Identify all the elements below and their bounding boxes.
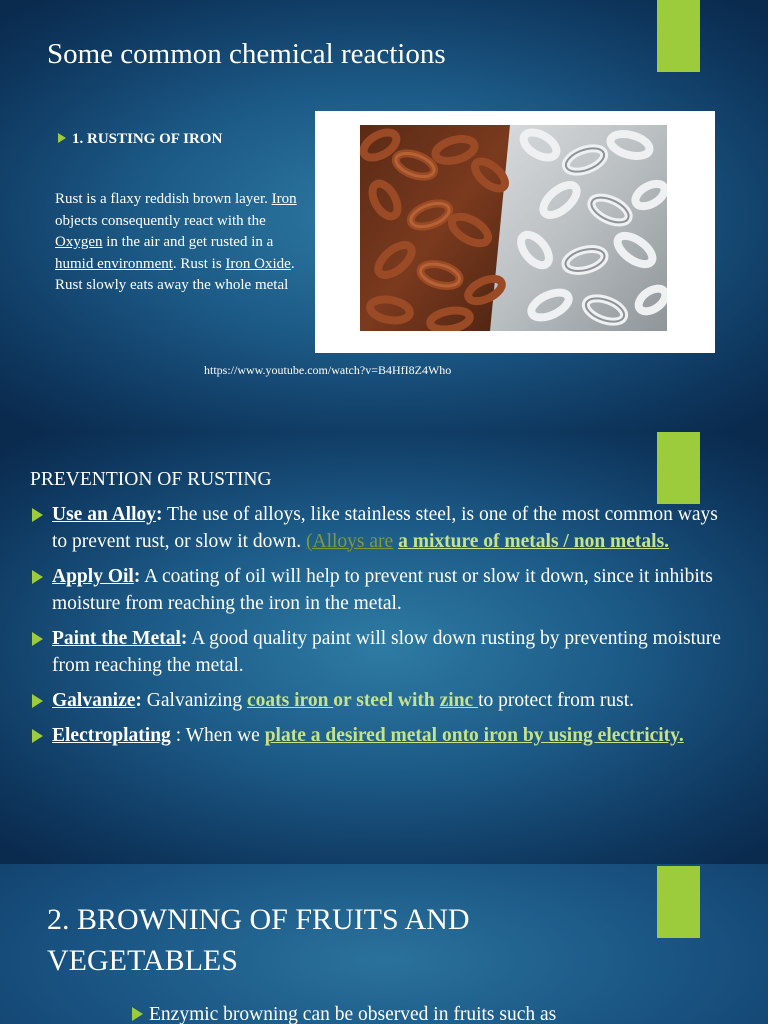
item-colon: :	[135, 690, 142, 711]
list-item-galvanize	[30, 688, 730, 715]
accent-bar	[657, 0, 700, 72]
highlight-text: a mixture of metals / non metals.	[398, 530, 670, 552]
item-text: Enzymic browning can be observed in fruits such as	[149, 1004, 557, 1024]
item-label: Electroplating	[52, 724, 171, 746]
youtube-link[interactable]: https://www.youtube.com/watch?v=B4HfI8Z4Who	[204, 363, 452, 377]
item-colon: :	[133, 566, 141, 587]
item-text: The use of alloys, like stainless steel, is one of the most common ways to prevent rust, or slow it down.	[52, 504, 718, 552]
item-colon: :	[156, 504, 163, 525]
keyword-humid-environment: humid environment	[55, 255, 173, 272]
list-item-oil	[30, 564, 730, 617]
text-segment: objects consequently react with the	[55, 212, 266, 229]
text-segment: . Rust is	[172, 255, 226, 272]
slide-prevention	[0, 432, 768, 864]
slide-title: Some common chemical reactions	[47, 38, 446, 70]
item-label: Paint the Metal	[52, 628, 181, 649]
keyword-iron-oxide: Iron Oxide	[225, 255, 291, 272]
highlight-text: coats iron	[246, 690, 334, 711]
slide-title: PREVENTION OF RUSTING	[30, 469, 272, 490]
text-segment: . Rust slowly eats away the whole metal	[55, 255, 295, 294]
item-text: to protect from rust.	[478, 690, 635, 711]
item-colon: :	[180, 628, 188, 649]
item-label: Apply Oil	[52, 566, 134, 587]
rust-description	[55, 189, 300, 297]
bullet-arrow-icon	[132, 1007, 143, 1021]
bullet-arrow-icon	[32, 570, 43, 584]
highlight-text: plate a desired metal onto iron by using electricity.	[264, 724, 684, 746]
chains-image	[360, 125, 667, 331]
text-segment: in the air and get rusted in a	[102, 234, 274, 251]
item-label: Galvanize	[52, 690, 136, 711]
item-text: Galvanizing	[141, 690, 247, 711]
list-item-electroplating	[30, 723, 730, 750]
faint-highlight: (Alloys are	[306, 530, 394, 552]
item-text: : When we	[170, 724, 265, 746]
highlight-text: zinc	[439, 690, 479, 711]
keyword-iron: Iron	[271, 191, 297, 207]
chain-image-frame	[315, 111, 715, 353]
slide-title: 2. BROWNING OF FRUITS AND VEGETABLES	[47, 903, 470, 977]
bullet-arrow-icon	[58, 133, 66, 143]
slide-browning	[0, 864, 768, 1024]
highlight-text: or steel with	[333, 690, 440, 711]
subheading-rusting	[58, 131, 222, 148]
item-text: A coating of oil will help to prevent rust or slow it down, since it inhibits moisture from reaching the iron in the metal.	[52, 566, 713, 614]
text-segment: Rust is a flaxy reddish brown layer.	[55, 191, 272, 207]
slide-rusting-intro	[0, 0, 768, 432]
bullet-arrow-icon	[32, 694, 43, 708]
bullet-arrow-icon	[32, 729, 43, 743]
bullet-arrow-icon	[32, 632, 43, 646]
prevention-list	[30, 502, 730, 749]
list-item-paint	[30, 626, 730, 679]
keyword-oxygen: Oxygen	[55, 234, 103, 251]
accent-bar	[657, 866, 700, 938]
list-item-enzymic	[132, 1004, 556, 1024]
subheading-text: 1. RUSTING OF IRON	[72, 131, 223, 147]
bullet-arrow-icon	[32, 508, 43, 522]
accent-bar	[657, 432, 700, 504]
list-item-alloy	[30, 502, 730, 555]
item-label: Use an Alloy	[52, 504, 157, 525]
item-text: A good quality paint will slow down rusting by preventing moisture from reaching the metal.	[52, 628, 721, 676]
